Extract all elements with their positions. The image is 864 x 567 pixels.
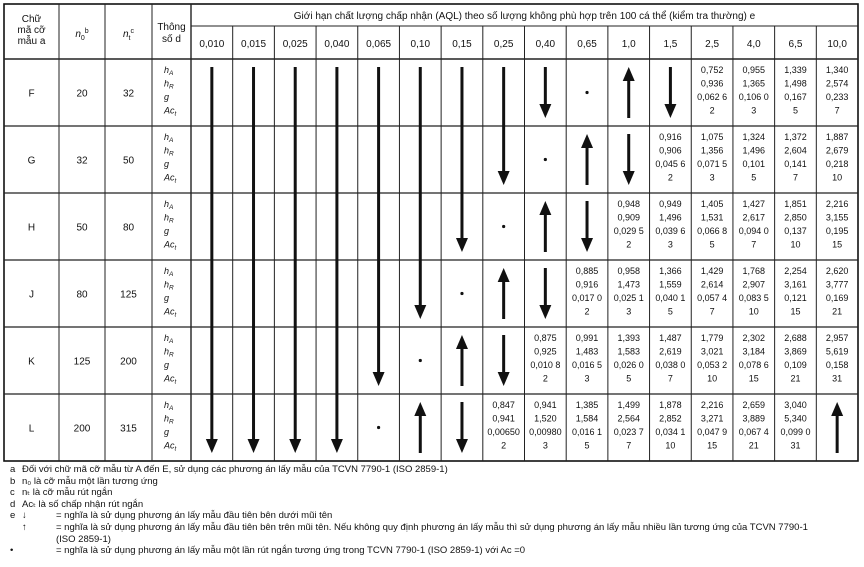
cell-value: 2,957: [825, 333, 849, 343]
cell-value: 2,620: [825, 266, 849, 276]
aql-level-3: 0,040: [324, 39, 350, 50]
cell-value: 5: [667, 306, 673, 317]
param-h_A: $h_A$: [164, 199, 174, 211]
cell-value: 0,047 9: [697, 427, 728, 437]
dot-icon: [460, 292, 463, 295]
cell-value: 0,752: [700, 65, 724, 75]
cell-value: 10: [832, 172, 843, 183]
aql-level-13: 4,0: [746, 39, 761, 50]
row-n0: 50: [76, 222, 88, 234]
cell-value: 7: [751, 239, 757, 250]
cell-value: 1,473: [617, 279, 640, 290]
cell-value: 0,071 5: [697, 159, 728, 169]
cell-value: 0,875: [534, 333, 557, 343]
dot-icon: [585, 91, 588, 94]
cell-value: 2,688: [784, 333, 807, 343]
row-code-H: H: [27, 222, 36, 234]
param-h_R: $h_R$: [164, 212, 174, 225]
param-h_A: $h_A$: [164, 65, 174, 77]
cell-value: 3,869: [784, 346, 807, 357]
cell-value: 1,483: [575, 346, 599, 357]
param-h_A: $h_A$: [164, 400, 174, 412]
cell-value: 0,057 4: [697, 293, 728, 303]
cell-value: 0,045 6: [655, 159, 686, 169]
cell-value: 5,619: [825, 346, 849, 357]
cell-value: 1,356: [700, 145, 724, 156]
aql-level-15: 10,0: [827, 39, 847, 50]
cell-value: 0,00980: [529, 427, 562, 437]
cell-value: 2,617: [742, 212, 766, 223]
arrow-up-icon-head: [581, 134, 593, 148]
cell-value: 0,109: [784, 360, 807, 370]
arrow-up-icon-head: [539, 201, 551, 215]
arrow-up-icon-head: [414, 402, 426, 416]
cell-value: 0,941: [492, 413, 515, 424]
cell-value: 3,777: [825, 279, 849, 290]
aql-level-2: 0,025: [282, 39, 308, 50]
param-g: g: [164, 360, 170, 370]
cell-value: 2,564: [617, 413, 640, 424]
cell-value: 15: [790, 306, 801, 317]
cell-value: 2,574: [825, 78, 849, 89]
cell-value: 1,496: [742, 145, 766, 156]
cell-value: 0,025 1: [613, 293, 644, 303]
cell-value: 1,498: [784, 78, 807, 89]
aql-level-12: 2,5: [705, 39, 720, 50]
cell-value: 1,499: [617, 400, 640, 410]
aql-level-14: 6,5: [788, 39, 803, 50]
footnote-e-down: e ↓ = nghĩa là sử dụng phương án lấy mẫu đầu tiên bên dưới mũi tên: [10, 510, 333, 522]
cell-value: 0,218: [825, 159, 849, 169]
cell-value: 0,034 1: [655, 427, 686, 437]
cell-value: 3,889: [742, 413, 766, 424]
cell-value: 0,106 0: [738, 92, 769, 102]
row-code-K: K: [28, 356, 35, 368]
row-code-F: F: [28, 88, 35, 100]
param-h_A: $h_A$: [164, 333, 174, 345]
footnote-d: d Acₜ là số chấp nhận rút ngắn: [10, 498, 144, 510]
cell-value: 10: [707, 373, 718, 384]
cell-value: 5,340: [784, 413, 807, 424]
arrow-down-icon-head: [373, 372, 385, 386]
cell-value: 0,941: [534, 400, 557, 410]
arrow-down-icon-head: [414, 305, 426, 319]
cell-value: 0,847: [492, 400, 515, 410]
cell-value: 0,233: [825, 92, 849, 102]
cell-value: 1,520: [534, 413, 557, 424]
cell-value: 0,949: [659, 199, 682, 209]
arrow-down-icon-head: [456, 238, 468, 252]
footnote-a: a Đối với chữ mã cỡ mẫu từ A đến E, sử dụng các phương án lấy mẫu của TCVN 7790-1 (ISO 2859-1): [10, 464, 448, 475]
cell-value: 7: [792, 172, 798, 183]
cell-value: 0,040 1: [655, 293, 686, 303]
dot-icon: [419, 359, 422, 362]
cell-value: 5: [751, 172, 757, 183]
cell-value: 5: [792, 105, 798, 116]
aql-level-9: 0,65: [577, 39, 597, 50]
cell-value: 2: [667, 172, 673, 183]
cell-value: 7: [667, 373, 673, 384]
cell-value: 0,167: [784, 92, 807, 102]
cell-value: 10: [790, 239, 801, 250]
cell-value: 10: [748, 306, 759, 317]
cell-value: 1,339: [784, 65, 807, 75]
arrow-down-icon-head: [539, 305, 551, 319]
cell-value: 0,010 8: [530, 360, 561, 370]
row-code-L: L: [28, 423, 35, 435]
cell-value: 21: [748, 440, 759, 451]
dot-icon: [377, 426, 380, 429]
cell-value: 3: [584, 373, 590, 384]
cell-value: 2: [709, 105, 715, 116]
cell-value: 0,141: [784, 159, 807, 169]
cell-value: 5: [626, 373, 632, 384]
cell-value: 1,851: [784, 199, 807, 209]
arrow-down-icon-head: [664, 104, 676, 118]
arrow-down-icon-head: [456, 439, 468, 453]
cell-value: 1,768: [742, 266, 766, 276]
aql-level-7: 0,25: [493, 39, 514, 50]
cell-value: 21: [790, 373, 801, 384]
cell-value: 0,053 2: [697, 360, 728, 370]
cell-value: 0,925: [534, 346, 557, 357]
cell-value: 2: [584, 306, 590, 317]
cell-value: 3,184: [742, 346, 766, 357]
header-aql-title: Giới hạn chất lượng chấp nhận (AQL) theo số lượng không phù hợp trên 100 cá thể (kiểm tra thường) e: [293, 11, 756, 22]
header-code-letter: Chữ: [21, 14, 42, 25]
aql-level-8: 0,40: [535, 39, 556, 50]
param-Ac_t: $Ac_t$: [164, 373, 177, 386]
cell-value: 1,887: [825, 132, 849, 142]
cell-value: 0,066 8: [697, 226, 728, 236]
arrow-down-icon-head: [581, 238, 593, 252]
header-param: Thông: [157, 22, 186, 33]
cell-value: 3,155: [825, 212, 849, 223]
cell-value: 2,216: [700, 400, 724, 410]
cell-value: 0,094 0: [738, 226, 769, 236]
param-g: g: [164, 92, 170, 102]
cell-value: 0,169: [825, 293, 849, 303]
cell-value: 10: [665, 440, 676, 451]
param-Ac_t: $Ac_t$: [164, 172, 177, 185]
arrow-up-icon-head: [498, 268, 510, 282]
cell-value: 1,531: [700, 212, 724, 223]
cell-value: 7: [834, 105, 840, 116]
cell-value: 1,405: [700, 199, 724, 209]
cell-value: 2,302: [742, 333, 766, 343]
cell-value: 2,679: [825, 145, 849, 156]
cell-value: 0,948: [617, 199, 640, 209]
row-nt: 32: [122, 88, 135, 100]
cell-value: 1,487: [659, 333, 682, 343]
row-n0: 32: [76, 155, 88, 167]
row-n0: 200: [73, 423, 91, 435]
param-h_R: $h_R$: [164, 145, 174, 158]
cell-value: 1,324: [742, 132, 766, 142]
cell-value: 3,021: [700, 346, 724, 357]
cell-value: 1,584: [575, 413, 599, 424]
cell-value: 2: [626, 239, 632, 250]
cell-value: 1,779: [700, 333, 724, 343]
arrow-up-icon: ↑: [22, 521, 27, 533]
arrow-down-icon: ↓: [22, 510, 27, 522]
cell-value: 1,429: [700, 266, 724, 276]
cell-value: 0,916: [575, 279, 599, 290]
arrow-down-icon-head: [539, 104, 551, 118]
param-g: g: [164, 159, 170, 169]
cell-value: 0,909: [617, 212, 640, 223]
aql-level-4: 0,065: [366, 39, 392, 50]
cell-value: 2,614: [700, 279, 724, 290]
cell-value: 0,195: [825, 226, 849, 236]
cell-value: 3: [667, 239, 673, 250]
row-nt: 125: [120, 289, 137, 301]
cell-value: 15: [748, 373, 759, 384]
header-code-letter: mã cỡ: [17, 25, 46, 36]
cell-value: 7: [626, 440, 632, 451]
cell-value: 0,958: [617, 266, 640, 276]
row-n0: 125: [73, 356, 91, 368]
arrow-up-icon-head: [456, 335, 468, 349]
cell-value: 0,078 6: [738, 360, 769, 370]
cell-value: 0,955: [742, 65, 766, 75]
cell-value: 0,936: [700, 78, 724, 89]
cell-value: 0,083 5: [738, 293, 769, 303]
cell-value: 0,016 1: [572, 427, 603, 437]
cell-value: 2,216: [825, 199, 849, 209]
aql-level-10: 1,0: [621, 39, 636, 50]
param-g: g: [164, 293, 170, 303]
header-code-letter: mẫu a: [17, 36, 46, 47]
param-h_A: $h_A$: [164, 266, 174, 278]
cell-value: 3: [709, 172, 715, 183]
cell-value: 2,254: [784, 266, 807, 276]
param-h_A: $h_A$: [164, 132, 174, 144]
cell-value: 0,039 6: [655, 226, 686, 236]
row-code-G: G: [27, 155, 36, 167]
cell-value: 0,017 0: [572, 293, 603, 303]
cell-value: 2: [542, 373, 548, 384]
cell-value: 15: [832, 239, 843, 250]
header-n0: $n_0^b$: [75, 28, 89, 42]
cell-value: 0,016 5: [572, 360, 603, 370]
arrow-down-icon-head: [498, 372, 510, 386]
cell-value: 1,496: [659, 212, 682, 223]
row-nt: 200: [120, 356, 137, 368]
param-h_R: $h_R$: [164, 78, 174, 91]
cell-value: 1,372: [784, 132, 807, 142]
cell-value: 0,067 4: [738, 427, 769, 437]
arrow-down-icon-head: [206, 439, 218, 453]
cell-value: 0,062 6: [697, 92, 728, 102]
dot-icon: [544, 158, 547, 161]
cell-value: 5: [584, 440, 590, 451]
cell-value: 1,366: [659, 266, 682, 276]
cell-value: 2,850: [784, 212, 807, 223]
row-nt: 50: [122, 155, 135, 167]
cell-value: 2,619: [659, 346, 682, 357]
arrow-down-icon-head: [498, 171, 510, 185]
cell-value: 0,885: [575, 266, 599, 276]
param-g: g: [164, 427, 170, 437]
cell-value: 2,659: [742, 400, 766, 410]
cell-value: 1,583: [617, 346, 640, 357]
param-Ac_t: $Ac_t$: [164, 239, 177, 252]
header-param: số d: [162, 34, 181, 45]
footnotes: [10, 464, 860, 557]
cell-value: 1,365: [742, 78, 766, 89]
arrow-down-icon-head: [248, 439, 260, 453]
cell-value: 3: [751, 105, 757, 116]
row-nt: 315: [120, 423, 137, 435]
header-nt: $n_t^c$: [122, 28, 135, 42]
param-Ac_t: $Ac_t$: [164, 105, 177, 118]
arrow-down-icon-head: [331, 439, 343, 453]
aql-level-0: 0,010: [199, 39, 225, 50]
cell-value: 0,029 5: [613, 226, 644, 236]
cell-value: 1,427: [742, 199, 766, 209]
cell-value: 0,00650: [487, 427, 520, 437]
cell-value: 1,559: [659, 279, 682, 290]
cell-value: 3: [626, 306, 632, 317]
cell-value: 3,161: [784, 279, 807, 290]
cell-value: 31: [832, 373, 843, 384]
footnote-e-cont: (ISO 2859-1): [56, 533, 111, 545]
cell-value: 5: [709, 239, 715, 250]
param-g: g: [164, 226, 170, 236]
cell-value: 3,271: [700, 413, 724, 424]
aql-level-6: 0,15: [452, 39, 472, 50]
param-h_R: $h_R$: [164, 346, 174, 359]
cell-value: 0,137: [784, 226, 807, 236]
cell-value: 0,023 7: [613, 427, 644, 437]
cell-value: 21: [832, 306, 843, 317]
cell-value: 0,026 0: [613, 360, 644, 370]
dot-icon: [502, 225, 505, 228]
cell-value: 3,040: [784, 400, 807, 410]
param-Ac_t: $Ac_t$: [164, 440, 177, 453]
param-h_R: $h_R$: [164, 413, 174, 426]
cell-value: 0,101: [742, 159, 766, 169]
arrow-down-icon-head: [289, 439, 301, 453]
param-h_R: $h_R$: [164, 279, 174, 292]
arrow-up-icon-head: [623, 67, 635, 81]
param-Ac_t: $Ac_t$: [164, 306, 177, 319]
cell-value: 15: [707, 440, 718, 451]
footnote-b: b n₀ là cỡ mẫu một lần tương ứng: [10, 475, 158, 487]
aql-level-1: 0,015: [241, 39, 267, 50]
aql-level-5: 0,10: [410, 39, 431, 50]
cell-value: 1,340: [825, 65, 849, 75]
arrow-down-icon-head: [623, 171, 635, 185]
aql-level-11: 1,5: [663, 39, 678, 50]
row-nt: 80: [122, 222, 135, 234]
cell-value: 2: [501, 440, 507, 451]
footnote-dot: • = nghĩa là sử dụng phương án lấy mẫu một lần rút ngắn tương ứng trong TCVN 7790-1 (ISO 2859-1) với Ac =0: [10, 545, 526, 557]
cell-value: 2,852: [659, 413, 682, 424]
cell-value: 1,385: [575, 400, 599, 410]
cell-value: 0,906: [659, 145, 682, 156]
row-n0: 80: [76, 289, 88, 301]
cell-value: 0,991: [575, 333, 599, 343]
cell-value: 2,907: [742, 279, 766, 290]
row-code-J: J: [29, 289, 34, 301]
cell-value: 1,393: [617, 333, 640, 343]
cell-value: 0,158: [825, 360, 849, 370]
cell-value: 0,916: [659, 132, 682, 142]
cell-value: 1,075: [700, 132, 724, 142]
cell-value: 7: [709, 306, 715, 317]
cell-value: 31: [790, 440, 801, 451]
row-n0: 20: [76, 88, 88, 100]
cell-value: 2,604: [784, 145, 807, 156]
cell-value: 0,038 0: [655, 360, 686, 370]
arrow-up-icon-head: [831, 402, 843, 416]
cell-value: 1,878: [659, 400, 682, 410]
cell-value: 0,121: [784, 293, 807, 303]
cell-value: 3: [542, 440, 548, 451]
footnote-c: c nₜ là cỡ mẫu rút ngắn: [10, 487, 113, 499]
cell-value: 0,099 0: [780, 427, 811, 437]
footnote-e-up: ↑ = nghĩa là sử dụng phương án lấy mẫu đầu tiên bên trên mũi tên. Nếu không quy định phương án lấy mẫu thì sử dụng phương án lấy mẫu nhiều lần tương ứng của TCVN 7790-1: [22, 521, 808, 533]
